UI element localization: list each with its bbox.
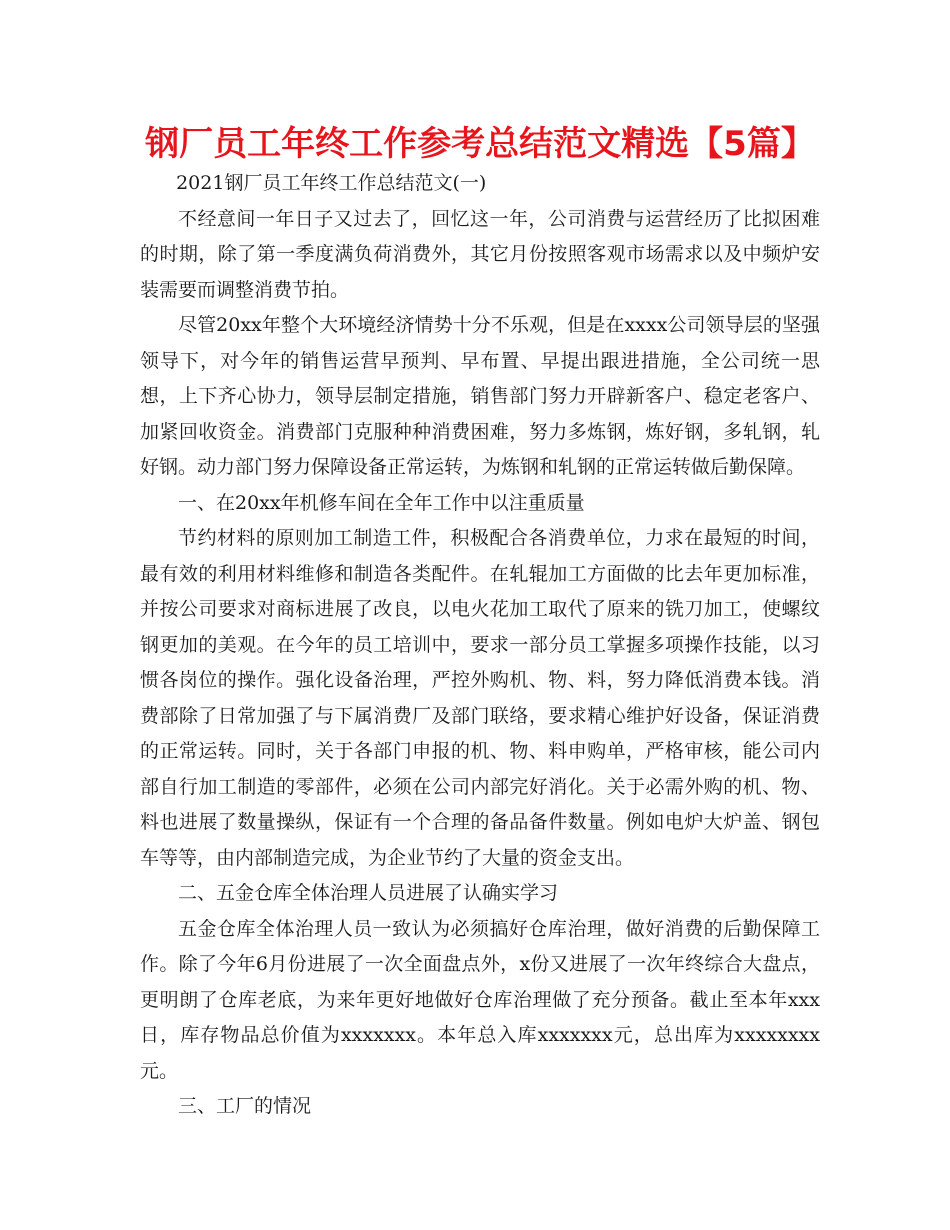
paragraph: 节约材料的原则加工制造工件，积极配合各消费单位，力求在最短的时间，最有效的利用材料维修和制造各类配件。在轧辊加工方面做的比去年更加标准，并按公司要求对商标进展了改良，以电火花加工取代了原来的铣刀加工，使螺纹钢更加的美观。在今年的员工培训中，要求一部分员工掌握多项操作技能，以习惯各岗位的操作。强化设备治理，严控外购机、物、料，努力降低消费本钱。消费部除了日常加强了与下属消费厂及部门联络，要求精心维护好设备，保证消费的正常运转。同时，关于各部门申报的机、物、料申购单，严格审核，能公司内部自行加工制造的零部件，必须在公司内部完好消化。关于必需外购的机、物、料也进展了数量操纵，保证有一个合理的备品备件数量。例如电炉大炉盖、钢包车等等，由内部制造完成，为企业节约了大量的资金支出。 <box>140 527 820 869</box>
document-body <box>140 166 820 1125</box>
paragraph: 不经意间一年日子又过去了，回忆这一年，公司消费与运营经历了比拟困难的时期，除了第一季度满负荷消费外，其它月份按照客观市场需求以及中频炉安装需要而调整消费节拍。 <box>140 207 820 301</box>
section-heading: 一、在20xx年机修车间在全年工作中以注重质量 <box>178 491 585 514</box>
document-subtitle: 2021钢厂员工年终工作总结范文(一) <box>176 172 487 194</box>
document-title: 钢厂员工年终工作参考总结范文精选【5篇】 <box>145 124 815 164</box>
section-heading: 三、工厂的情况 <box>178 1095 312 1117</box>
paragraph: 尽管20xx年整个大环境经济情势十分不乐观，但是在xxxx公司领导层的坚强领导下，对今年的销售运营早预判、早布置、早提出跟进措施，全公司统一思想，上下齐心协力，领导层制定措施，销售部门努力开辟新客户、稳定老客户、加紧回收资金。消费部门克服种种消费困难，努力多炼钢，炼好钢，多轧钢，轧好钢。动力部门努力保障设备正常运转，为炼钢和轧钢的正常运转做后勤保障。 <box>140 314 820 478</box>
paragraph: 五金仓库全体治理人员一致认为必须搞好仓库治理，做好消费的后勤保障工作。除了今年6月份进展了一次全面盘点外，x份又进展了一次年终综合大盘点，更明朗了仓库老底，为来年更好地做好仓库治理做了充分预备。截止至本年xxx日，库存物品总价值为xxxxxxx。本年总入库xxxxxxx元，总出库为xxxxxxxx元。 <box>140 917 820 1082</box>
section-heading: 二、五金仓库全体治理人员进展了认确实学习 <box>178 882 559 904</box>
